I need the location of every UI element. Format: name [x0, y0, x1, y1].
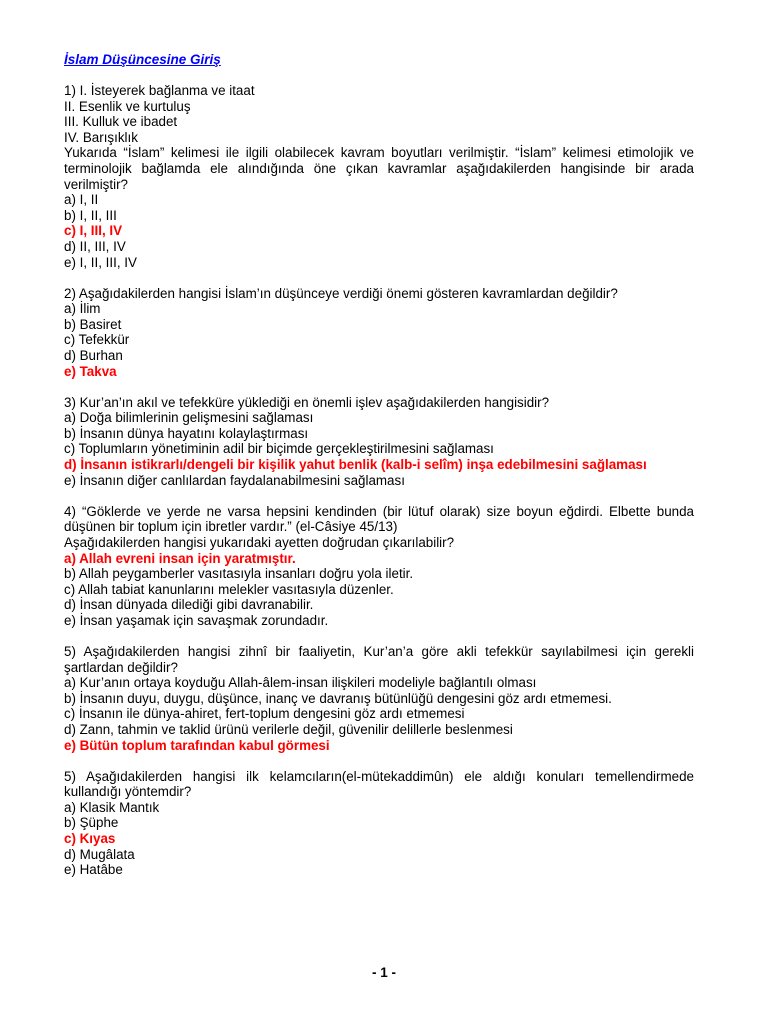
answer-option: d) Mugâlata: [64, 846, 135, 862]
correct-answer-option: d) İnsanın istikrarlı/dengeli bir kişilik yahut benlik (kalb-i selîm) inşa edebilmesini sağlaması: [64, 457, 647, 473]
answer-option: d) İnsan dünyada dilediği gibi davranabilir.: [64, 597, 314, 613]
answer-option: c) Toplumların yönetiminin adil bir biçimde gerçekleştirilmesini sağlaması: [64, 441, 494, 457]
answer-option: e) İnsanın diğer canlılardan faydalanabilmesini sağlaması: [64, 472, 405, 488]
correct-answer-option: e) Takva: [64, 363, 117, 379]
answer-option: c) Allah tabiat kanunlarını melekler vasıtasıyla düzenler.: [64, 581, 394, 597]
question-text: 2) Aşağıdakilerden hangisi İslam’ın düşünceye verdiği önemi gösteren kavramlardan değildir?: [64, 285, 618, 301]
page-number: - 1 -: [371, 965, 396, 980]
answer-option: a) İlim: [64, 301, 101, 317]
answer-option: a) Doğa bilimlerinin gelişmesini sağlaması: [64, 410, 314, 426]
answer-option: b) İnsanın duyu, duygu, düşünce, inanç ve davranış bütünlüğü dengesini göz ardı etmemesi.: [64, 690, 612, 706]
answer-option: b) Allah peygamberler vasıtasıyla insanları doğru yola iletir.: [64, 566, 414, 582]
question-block: [64, 504, 694, 629]
answer-option: b) Şüphe: [64, 815, 119, 831]
answer-option: e) İnsan yaşamak için savaşmak zorundadır.: [64, 612, 329, 628]
answer-option: d) Burhan: [64, 348, 123, 363]
question-premise: III. Kulluk ve ibadet: [64, 114, 178, 130]
question-text: 1) I. İsteyerek bağlanma ve itaat: [64, 83, 255, 98]
document-content: [64, 49, 694, 893]
answer-option: c) İnsanın ile dünya-ahiret, fert-toplum dengesini göz ardı etmemesi: [64, 706, 465, 722]
answer-option: d) II, III, IV: [64, 238, 126, 254]
question-stem: 4) “Göklerde ve yerde ne varsa hepsini kendinden (bir lütuf olarak) size boyun eğdirdi. Elbette bunda düşünen bir toplum için ibretler vardır.” (el-Câsiye 45/13): [64, 503, 694, 535]
correct-answer-option: c) Kıyas: [64, 831, 116, 847]
answer-option: c) Tefekkür: [64, 332, 130, 348]
question-stem-followup: Aşağıdakilerden hangisi yukarıdaki ayetten doğrudan çıkarılabilir?: [64, 534, 455, 550]
question-stem: 5) Aşağıdakilerden hangisi ilk kelamcıların(el-mütekaddimûn) ele aldığı konuları temellendirmede kullandığı yöntemdir?: [64, 768, 694, 800]
question-text: 3) Kur’an’ın akıl ve tefekküre yüklediği en önemli işlev aşağıdakilerden hangisidir?: [64, 394, 550, 410]
answer-option: b) I, II, III: [64, 207, 117, 223]
correct-answer-option: e) Bütün toplum tarafından kabul görmesi: [64, 737, 330, 753]
question-premise: IV. Barışıklık: [64, 129, 138, 145]
answer-option: a) Klasik Mantık: [64, 799, 160, 815]
question-block: [64, 83, 694, 270]
question-block: [64, 286, 694, 380]
question-block: [64, 644, 694, 753]
question-list: [64, 83, 694, 878]
answer-option: b) İnsanın dünya hayatını kolaylaştırması: [64, 425, 309, 441]
question-stem: Yukarıda “İslam” kelimesi ile ilgili olabilecek kavram boyutları verilmiştir. “İslam” kelimesi etimolojik ve terminolojik bağlamda ele alındığında öne çıkan kavramlar aşağıdakilerden hangisinde bir arada verilmiştir?: [64, 145, 694, 192]
question-block: [64, 395, 694, 489]
answer-option: b) Basiret: [64, 316, 122, 332]
correct-answer-option: a) Allah evreni insan için yaratmıştır.: [64, 550, 296, 566]
answer-option: a) I, II: [64, 192, 99, 208]
question-stem: 5) Aşağıdakilerden hangisi zihnî bir faaliyetin, Kur’an’a göre akli tefekkür sayılabilmesi için gerekli şartlardan değildir?: [64, 644, 694, 675]
answer-option: d) Zann, tahmin ve taklid ürünü verilerle değil, güvenilir delillerle beslenmesi: [64, 721, 513, 737]
question-premise: II. Esenlik ve kurtuluş: [64, 98, 191, 114]
answer-option: a) Kur’anın ortaya koyduğu Allah-âlem-insan ilişkileri modeliyle bağlantılı olması: [64, 675, 537, 691]
document-title: İslam Düşüncesine Giriş: [64, 52, 221, 67]
question-block: [64, 769, 694, 878]
answer-option: e) Hatâbe: [64, 862, 123, 878]
correct-answer-option: c) I, III, IV: [64, 223, 123, 239]
answer-option: e) I, II, III, IV: [64, 254, 137, 270]
